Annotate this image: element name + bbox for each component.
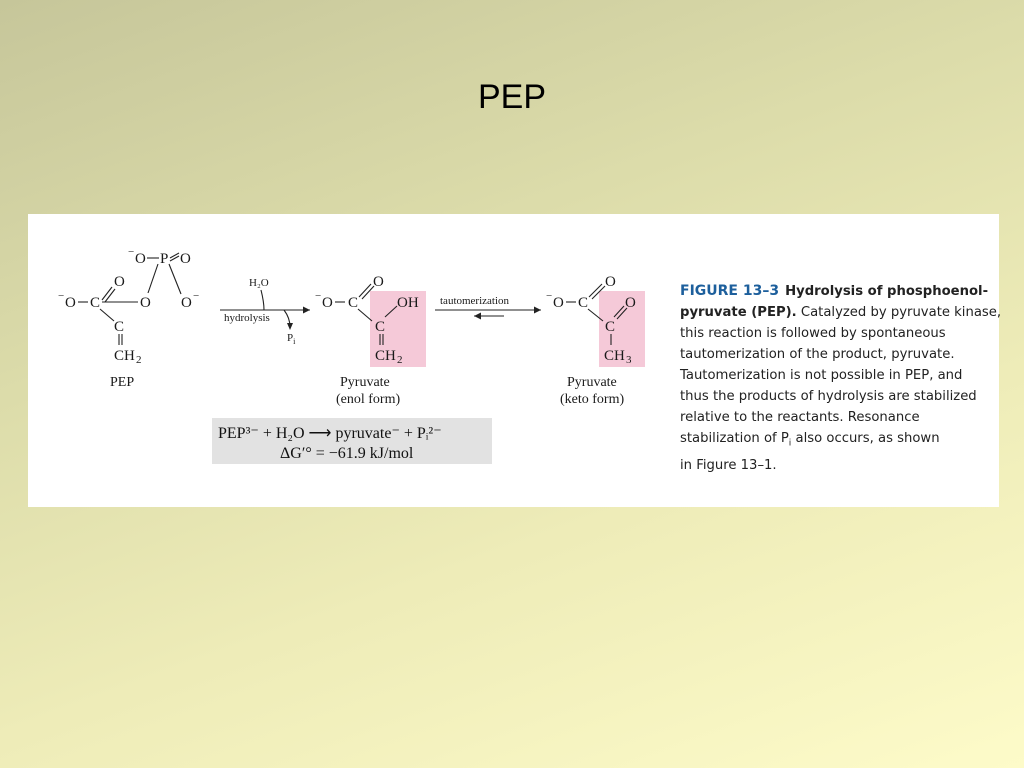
equation-line-1: PEP³⁻ + H₂O ⟶ pyruvate⁻ + Pᵢ²⁻ [218,425,442,442]
keto-label-2: (keto form) [560,392,625,407]
svg-text:O: O [181,295,192,311]
svg-text:O: O [553,295,564,311]
tautomerization-arrows [435,295,541,320]
svg-text:O: O [140,295,151,311]
svg-text:CH: CH [114,348,135,364]
equation-box [212,418,492,464]
enol-label-2: (enol form) [336,392,401,407]
caption-line-7b: also occurs, as shown [791,431,940,446]
figure-title-1: Hydrolysis of phosphoenol- [785,284,989,299]
svg-text:−: − [315,290,322,302]
enol-label-1: Pyruvate [340,375,390,390]
svg-text:C: C [90,295,101,311]
svg-text:C: C [578,295,589,311]
figure-caption: FIGURE 13–3 Hydrolysis of phosphoenol- pyruvate (PEP). Catalyzed by pyruvate kinase, this reaction is followed by spontaneous tautomerization of the product, pyruvate. Tautomerization is not possible in PEP, and thus the products of hydrolysis are stabilized relative to the reactants. Resonance stabilization of $P_i$ also occurs, as shown in Figure 13–1. [680,281,990,476]
figure-number: FIGURE 13–3 [680,283,780,299]
svg-text:Pi: $P_i$ [287,332,296,346]
pep-label: PEP [110,375,135,390]
caption-line-3: tautomerization of the product, pyruvate. [680,347,955,362]
svg-text:C: C [605,319,616,335]
caption-line-4: Tautomerization is not possible in PEP, and [680,368,963,383]
svg-text:3: 3 [626,354,632,366]
slide-title: PEP [477,78,547,116]
svg-text:O: O [114,274,125,290]
svg-text:−: − [193,290,200,302]
svg-text:O: O [373,274,384,290]
svg-text:C: C [348,295,359,311]
svg-text:O: O [322,295,333,311]
caption-line-8: in Figure 13–1. [680,457,777,473]
svg-text:O: O [65,295,76,311]
svg-text:C: C [114,319,125,335]
svg-text:O: O [625,295,636,311]
caption-line-6: relative to the reactants. Resonance [680,410,920,425]
svg-text:O: O [135,251,146,267]
svg-text:OH: OH [397,295,419,311]
caption-line-7a: stabilization of P [680,431,789,446]
tautomerization-label: tautomerization [440,295,510,307]
caption-line-2: this reaction is followed by spontaneous [680,326,946,341]
svg-text:2: 2 [136,354,142,366]
pep-structure [58,246,199,390]
svg-text:P: P [160,251,169,267]
equation-line-2: ΔG′° = −61.9 kJ/mol [280,445,414,462]
figure-panel [28,214,1002,507]
keto-label-1: Pyruvate [567,375,617,390]
svg-text:O: O [605,274,616,290]
svg-text:O: O [180,251,191,267]
svg-text:2: 2 [397,354,403,366]
svg-text:CH: CH [375,348,396,364]
hydrolysis-arrow [220,277,310,346]
hydrolysis-label: hydrolysis [224,312,270,324]
caption-line-5: thus the products of hydrolysis are stabilized [680,389,977,404]
water-reagent-label: H₂O [249,277,269,289]
caption-line-1: Catalyzed by pyruvate kinase, [800,305,1002,320]
svg-text:−: − [58,290,65,302]
svg-text:−: − [546,290,553,302]
svg-text:−: − [128,246,135,258]
svg-text:CH: CH [604,348,625,364]
svg-text:C: C [375,319,386,335]
figure-title-2: pyruvate (PEP). [680,305,797,320]
